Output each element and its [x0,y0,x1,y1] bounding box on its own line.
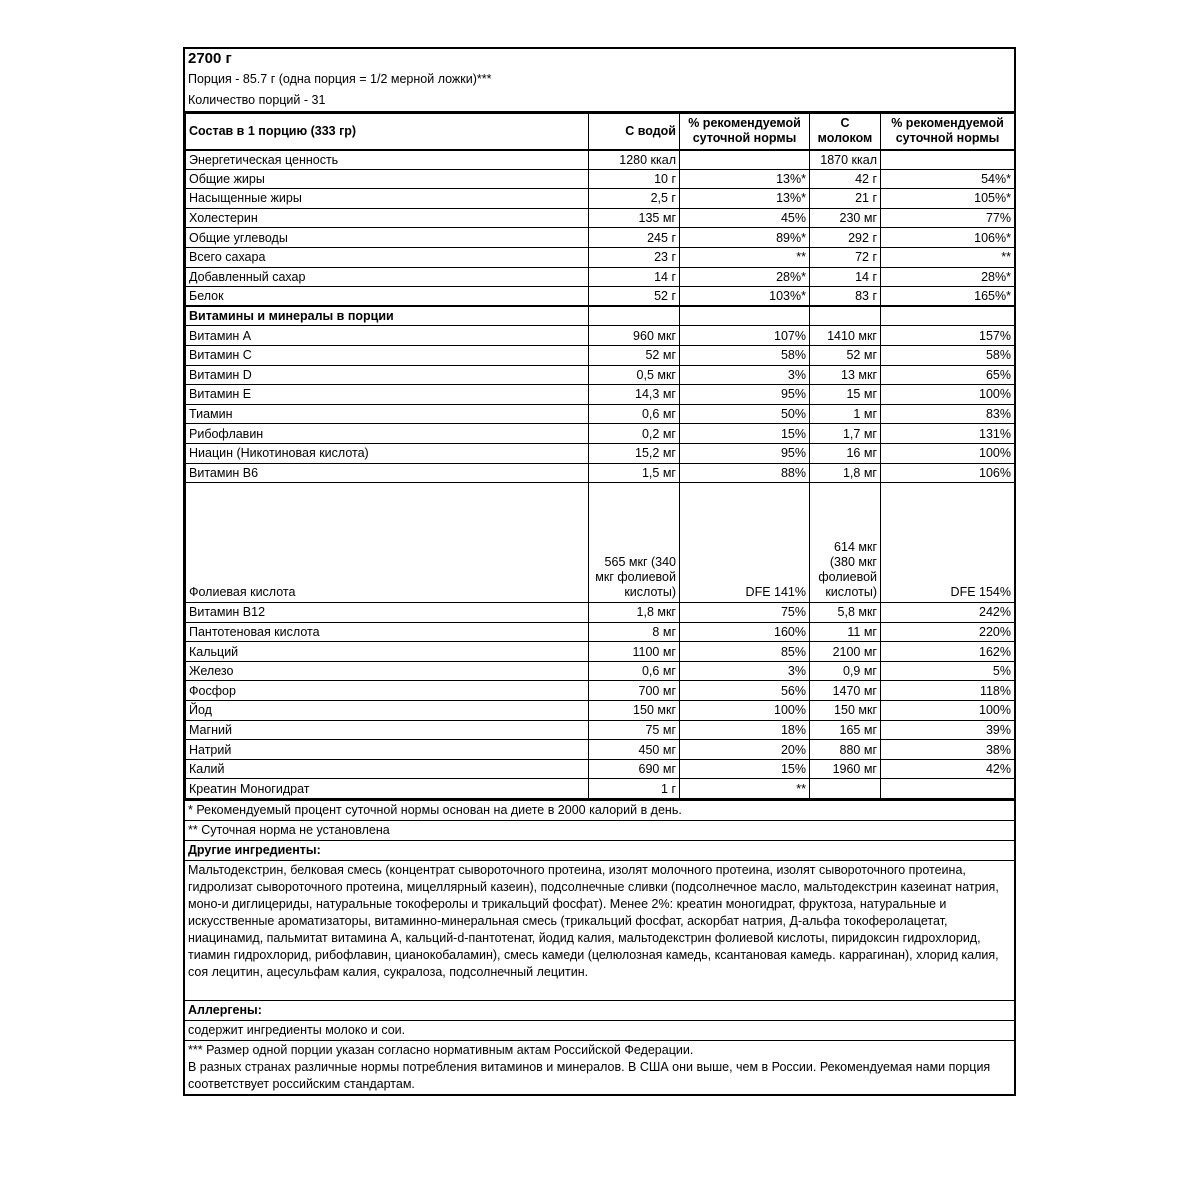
milk-value: 1,7 мг [810,424,881,444]
water-value: 150 мкг [589,701,680,721]
water-dv: 100% [680,701,810,721]
servings-count: Количество порций - 31 [185,90,1014,113]
regulatory-note-line2: В разных странах различные нормы потребления витаминов и минералов. В США они выше, чем в России. Рекомендуемая нами порция соответствует российским стандартам. [188,1060,991,1092]
milk-value: 230 мг [810,208,881,228]
water-value: 960 мкг [589,326,680,346]
table-row [186,228,1015,248]
milk-dv: 100% [881,701,1015,721]
milk-dv: 242% [881,603,1015,623]
table-row [186,365,1015,385]
milk-value: 83 г [810,287,881,307]
water-dv: 3% [680,365,810,385]
column-header-composition: Состав в 1 порцию (333 гр) [186,114,589,150]
water-value: 14 г [589,267,680,287]
water-dv: 88% [680,463,810,483]
water-value: 2,5 г [589,189,680,209]
water-value: 135 мг [589,208,680,228]
milk-value [810,779,881,799]
folic-name: Фолиевая кислота [186,483,589,603]
milk-value: 1870 ккал [810,150,881,170]
water-value: 1,5 мг [589,463,680,483]
table-row [186,189,1015,209]
milk-dv [881,779,1015,799]
milk-value: 150 мкг [810,701,881,721]
water-dv: 20% [680,740,810,760]
row-name: Общие углеводы [186,228,589,248]
water-dv: 75% [680,603,810,623]
milk-value: 14 г [810,267,881,287]
table-row [186,169,1015,189]
vitamins-section-title: Витамины и минералы в порции [186,306,589,326]
column-header-dv-water: % рекомендуемой суточной нормы [680,114,810,150]
table-row [186,443,1015,463]
milk-dv: 106% [881,463,1015,483]
water-value: 8 мг [589,622,680,642]
milk-value: 11 мг [810,622,881,642]
table-row [186,404,1015,424]
water-dv: 85% [680,642,810,662]
milk-value: 21 г [810,189,881,209]
water-dv: 58% [680,345,810,365]
footnote-not-established: ** Суточная норма не установлена [185,820,1014,840]
milk-dv [881,150,1015,170]
table-row [186,208,1015,228]
table-row [186,247,1015,267]
table-row [186,385,1015,405]
water-dv: ** [680,779,810,799]
water-dv: 107% [680,326,810,346]
milk-dv: 58% [881,345,1015,365]
milk-dv: 165%* [881,287,1015,307]
water-dv: 3% [680,661,810,681]
water-value: 0,6 мг [589,404,680,424]
row-name: Витамин В12 [186,603,589,623]
water-dv: 56% [680,681,810,701]
milk-value: 0,9 мг [810,661,881,681]
water-value: 700 мг [589,681,680,701]
milk-value: 42 г [810,169,881,189]
row-name: Энергетическая ценность [186,150,589,170]
water-value: 0,5 мкг [589,365,680,385]
row-name: Железо [186,661,589,681]
milk-dv: 5% [881,661,1015,681]
row-name: Общие жиры [186,169,589,189]
water-value: 1 г [589,779,680,799]
water-value: 52 г [589,287,680,307]
milk-dv: 83% [881,404,1015,424]
folic-milk-value: 614 мкг (380 мкг фолиевой кислоты) [810,483,881,603]
row-name: Добавленный сахар [186,267,589,287]
row-name: Насыщенные жиры [186,189,589,209]
table-row [186,779,1015,799]
table-row [186,287,1015,307]
water-dv: 18% [680,720,810,740]
allergens-text: содержит ингредиенты молоко и сои. [185,1020,1014,1040]
water-value: 245 г [589,228,680,248]
table-row [186,424,1015,444]
table-row [186,720,1015,740]
water-dv: 15% [680,424,810,444]
milk-value: 16 мг [810,443,881,463]
water-value: 14,3 мг [589,385,680,405]
package-weight: 2700 г [188,50,232,67]
milk-dv: 28%* [881,267,1015,287]
row-name: Пантотеновая кислота [186,622,589,642]
water-value: 75 мг [589,720,680,740]
milk-value: 1960 мг [810,759,881,779]
table-row [186,661,1015,681]
milk-value: 5,8 мкг [810,603,881,623]
milk-value: 292 г [810,228,881,248]
water-dv: 13%* [680,189,810,209]
milk-dv: 42% [881,759,1015,779]
water-dv: 95% [680,443,810,463]
milk-dv: 100% [881,443,1015,463]
row-name: Витамин А [186,326,589,346]
water-dv: ** [680,247,810,267]
spacer [185,982,1014,1000]
footnote-daily-value: * Рекомендуемый процент суточной нормы основан на диете в 2000 калорий в день. [185,799,1014,820]
ingredients-text: Мальтодекстрин, белковая смесь (концентрат сывороточного протеина, изолят молочного протеина, изолят сывороточного протеина, гидролизат сывороточного протеина, мицеллярный казеин), подсолнечные сливки (подсолнечное масло, мальтодекстрин казеинат натрия, моно-и диглицериды, натуральные токоферолы и трикальций фосфат). Менее 2%: креатин моногидрат, фруктоза, натуральные и искусственные ароматизаторы, витаминно-минеральная смесь (трикальций фосфат, аскорбат натрия, Д-альфа токоферолацетат, ниацинамид, пальмитат витамина А, кальций-d-пантотенат, йодид калия, мальтодекстрин фолиевой кислоты, пиридоксин гидрохлорид, тиамин гидрохлорид, рибофлавин, цианокобаламин), смесь камеди (целюлозная камедь, ксантановая камедь. каррагинан), хлорид калия, соя лецитин, ацесульфам калия, сукралоза, подсолнечный лецитин. [185,860,1014,982]
table-row [186,326,1015,346]
water-dv: 28%* [680,267,810,287]
water-dv: 15% [680,759,810,779]
water-value: 0,6 мг [589,661,680,681]
milk-value: 15 мг [810,385,881,405]
water-value: 23 г [589,247,680,267]
milk-dv: 220% [881,622,1015,642]
column-header-dv-milk: % рекомендуемой суточной нормы [881,114,1015,150]
row-name: Магний [186,720,589,740]
row-name: Тиамин [186,404,589,424]
row-name: Рибофлавин [186,424,589,444]
row-name: Витамин D [186,365,589,385]
table-row [186,267,1015,287]
table-row [186,463,1015,483]
milk-value: 52 мг [810,345,881,365]
milk-dv: 118% [881,681,1015,701]
row-name: Креатин Моногидрат [186,779,589,799]
table-row [186,681,1015,701]
water-value: 15,2 мг [589,443,680,463]
row-name: Кальций [186,642,589,662]
water-dv: 45% [680,208,810,228]
portion-size: Порция - 85.7 г (одна порция = 1/2 мерной ложки)*** [188,72,492,86]
milk-value: 72 г [810,247,881,267]
row-name: Витамин С [186,345,589,365]
table-row [186,759,1015,779]
water-dv: 103%* [680,287,810,307]
water-value: 1100 мг [589,642,680,662]
water-value: 0,2 мг [589,424,680,444]
table-row [186,345,1015,365]
row-name: Витамин В6 [186,463,589,483]
water-dv: 95% [680,385,810,405]
row-name: Белок [186,287,589,307]
milk-value: 1 мг [810,404,881,424]
water-value: 1,8 мкг [589,603,680,623]
milk-dv: 77% [881,208,1015,228]
milk-value: 13 мкг [810,365,881,385]
table-row [186,603,1015,623]
allergens-title: Аллергены: [185,1000,1014,1020]
water-value: 690 мг [589,759,680,779]
milk-dv: 131% [881,424,1015,444]
milk-dv: ** [881,247,1015,267]
water-value: 10 г [589,169,680,189]
milk-value: 165 мг [810,720,881,740]
water-value: 450 мг [589,740,680,760]
water-dv: 160% [680,622,810,642]
water-dv: 13%* [680,169,810,189]
milk-dv: 54%* [881,169,1015,189]
water-dv: 50% [680,404,810,424]
water-dv: 89%* [680,228,810,248]
regulatory-note [185,1040,1014,1094]
row-name: Калий [186,759,589,779]
row-name: Фосфор [186,681,589,701]
milk-dv: 100% [881,385,1015,405]
nutrition-label [183,47,1016,1096]
milk-value: 1410 мкг [810,326,881,346]
water-value: 52 мг [589,345,680,365]
nutrition-table [185,113,1015,799]
ingredients-title: Другие ингредиенты: [185,840,1014,860]
milk-dv: 38% [881,740,1015,760]
row-name: Натрий [186,740,589,760]
milk-value: 2100 мг [810,642,881,662]
folic-milk-dv: DFE 154% [881,483,1015,603]
milk-dv: 162% [881,642,1015,662]
table-row [186,150,1015,170]
vitamins-section-row [186,306,1015,326]
folic-water-value: 565 мкг (340 мкг фолиевой кислоты) [589,483,680,603]
regulatory-note-line1: *** Размер одной порции указан согласно нормативным актам Российской Федерации. [188,1043,694,1058]
folic-water-dv: DFE 141% [680,483,810,603]
row-name: Витамин Е [186,385,589,405]
column-header-with-water: С водой [589,114,680,150]
water-value: 1280 ккал [589,150,680,170]
milk-value: 1,8 мг [810,463,881,483]
milk-dv: 157% [881,326,1015,346]
table-row [186,740,1015,760]
table-row [186,622,1015,642]
table-row [186,642,1015,662]
milk-dv: 65% [881,365,1015,385]
row-name: Холестерин [186,208,589,228]
row-name: Всего сахара [186,247,589,267]
water-dv [680,150,810,170]
milk-dv: 105%* [881,189,1015,209]
row-name: Йод [186,701,589,721]
milk-value: 880 мг [810,740,881,760]
table-row-folic-acid [186,483,1015,603]
milk-dv: 106%* [881,228,1015,248]
row-name: Ниацин (Никотиновая кислота) [186,443,589,463]
column-header-with-milk: С молоком [810,114,881,150]
milk-value: 1470 мг [810,681,881,701]
table-header-row [186,114,1015,150]
table-row [186,701,1015,721]
milk-dv: 39% [881,720,1015,740]
